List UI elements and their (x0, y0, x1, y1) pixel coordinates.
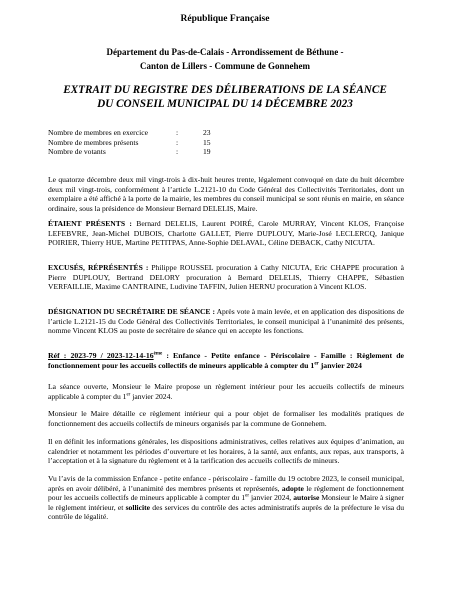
count-colon: : (176, 128, 179, 137)
excused-paragraph (48, 263, 404, 292)
decision-sollicite: sollicite (125, 502, 151, 512)
intro-paragraph: Le quatorze décembre deux mil vingt-trois à dix-huit heures trente, légalement convoqué en date du huit décembre deux mil vingt-trois, conformément à l’article L.2121-10 du Code Général des Collectivités Territoriales, dont un exemplaire a été affiché à la porte de la mairie, les membres du conseil municipal se sont réunis en mairie, en séance ordinaire, sous la présidence de Monsieur Bernard DELELIS, Maire. (48, 175, 404, 213)
decision-adopte: adopte (281, 483, 304, 493)
count-row (48, 147, 248, 157)
decision-text-5: des services du contrôle des actes administratifs auprès de la préfecture le visa du contrôle de légalité. (48, 502, 404, 521)
decision-paragraph (48, 474, 404, 522)
definition-paragraph: Il en définit les informations générales, les dispositions administratives, celles relatives aux équipes d’animation, au calendrier et notamment les périodes d’ouverture et les horaires, à la santé, aux enfants, aux repas, aux transports, à l’acceptation et à la signature du règlement et à la tarification des accueils collectifs de mineurs. (48, 437, 404, 465)
document-title (40, 83, 410, 111)
decision-text: Vu l’avis de la commission Enfance - petite enfance - périscolaire - famille du 19 octobre 2023, le conseil municipal, après en avoir délibéré, à l’unanimité des membres présents et représentés, (48, 474, 404, 493)
deliberation-reference (48, 351, 404, 370)
session-text: La séance ouverte, Monsieur le Maire propose un règlement intérieur pour les accueils collectifs de mineurs applicable à compter du 1 (48, 382, 404, 401)
count-label: Nombre de votants (48, 147, 106, 156)
ref-subject: : Enfance - Petite enfance - Périscolaire - Famille : Règlement de fonctionnement pour les accueils collectifs de mineurs applicable à compter du 1 (48, 351, 404, 370)
secretary-text: Après vote à main levée, et en application des dispositions de l’article L.2121-15 du Code Général des Collectivités Territoriales, le conseil municipal à l’unanimité des présents, nomme Vincent KLOS au poste de secrétaire de séance qui en accepte les fonctions. (48, 307, 405, 335)
republic-heading: République Française (180, 14, 270, 24)
session-text-end: janvier 2024. (130, 391, 173, 401)
excused-label: EXCUSÉS, RÉPRÉSENTÉS : (48, 263, 149, 272)
title-line-2: DU CONSEIL MUNICIPAL DU 14 DÉCEMBRE 2023 (97, 98, 353, 110)
session-paragraph (48, 382, 404, 401)
ref-date-suffix: er (314, 360, 319, 366)
title-line-1: EXTRAIT DU REGISTRE DES DÉLIBERATIONS DE LA SÉANCE (63, 84, 387, 96)
department-line-1: Département du Pas-de-Calais - Arrondissement de Béthune - (106, 47, 344, 57)
department-heading (40, 45, 410, 73)
count-value: 19 (203, 147, 211, 156)
count-colon: : (176, 137, 179, 147)
ref-label: Réf : 2023-79 / 2023-12-14-16 (48, 351, 154, 360)
count-value: 15 (203, 137, 211, 147)
secretary-label: DÉSIGNATION DU SECRÉTAIRE DE SÉANCE : (48, 307, 216, 316)
count-colon: : (176, 147, 179, 156)
decision-sup: er (245, 493, 250, 499)
count-label: Nombre de membres en exercice (48, 128, 148, 137)
count-row (48, 128, 248, 138)
decision-text-3: janvier 2024, (249, 493, 294, 502)
detail-paragraph: Monsieur le Maire détaille ce règlement intérieur qui a pour objet de formaliser les modalités pratiques de fonctionnement des accueils collectifs de mineurs organisés par la commune de Gonnehem. (48, 409, 404, 428)
decision-autorise: autorise (293, 493, 320, 502)
present-text: Bernard DELELIS, Laurent POIRÉ, Carole MURRAY, Vincent KLOS, Françoise LEFEBVRE, Jean-Michel DUBOIS, Charlotte GALLET, Pierre DUPLOUY, Marie-José LECLERCQ, Janique POIRIER, Thierry HUE, Martine PETITPAS, Anne-Sophie DELAVAL, Céline DEBACK, Cathy NICUTA. (48, 219, 404, 247)
count-row (48, 138, 248, 148)
decision-text-2: le règlement de fonctionnement pour les accueils collectifs de mineurs applicable à compter du 1 (48, 483, 405, 502)
decision-text-4: Monsieur le Maire à signer le règlement intérieur, et (48, 493, 404, 512)
department-line-2: Canton de Lillers - Commune de Gonnehem (139, 61, 310, 71)
count-label: Nombre de membres présents (48, 137, 139, 147)
excused-text: Philippe ROUSSEL procuration à Cathy NICUTA, Eric CHAPPE procuration à Pierre DUPLOUY, Bertrand DELORY procuration à Bernard DELELIS, Thierry CHAPPE, Sébastien VERFAILLIE, Maxime CANTRAINE, Ludivine TAFFIN, Julien HERNU procuration à Vincent KLOS. (48, 263, 404, 291)
present-label: ÉTAIENT PRÉSENTS : (48, 219, 132, 228)
session-sup: er (126, 391, 131, 397)
count-value: 23 (203, 128, 211, 137)
ref-suffix: ème (153, 351, 163, 357)
member-counts (48, 128, 248, 157)
ref-end: janvier 2024 (318, 360, 362, 370)
present-paragraph (48, 219, 404, 248)
secretary-paragraph (48, 307, 404, 336)
